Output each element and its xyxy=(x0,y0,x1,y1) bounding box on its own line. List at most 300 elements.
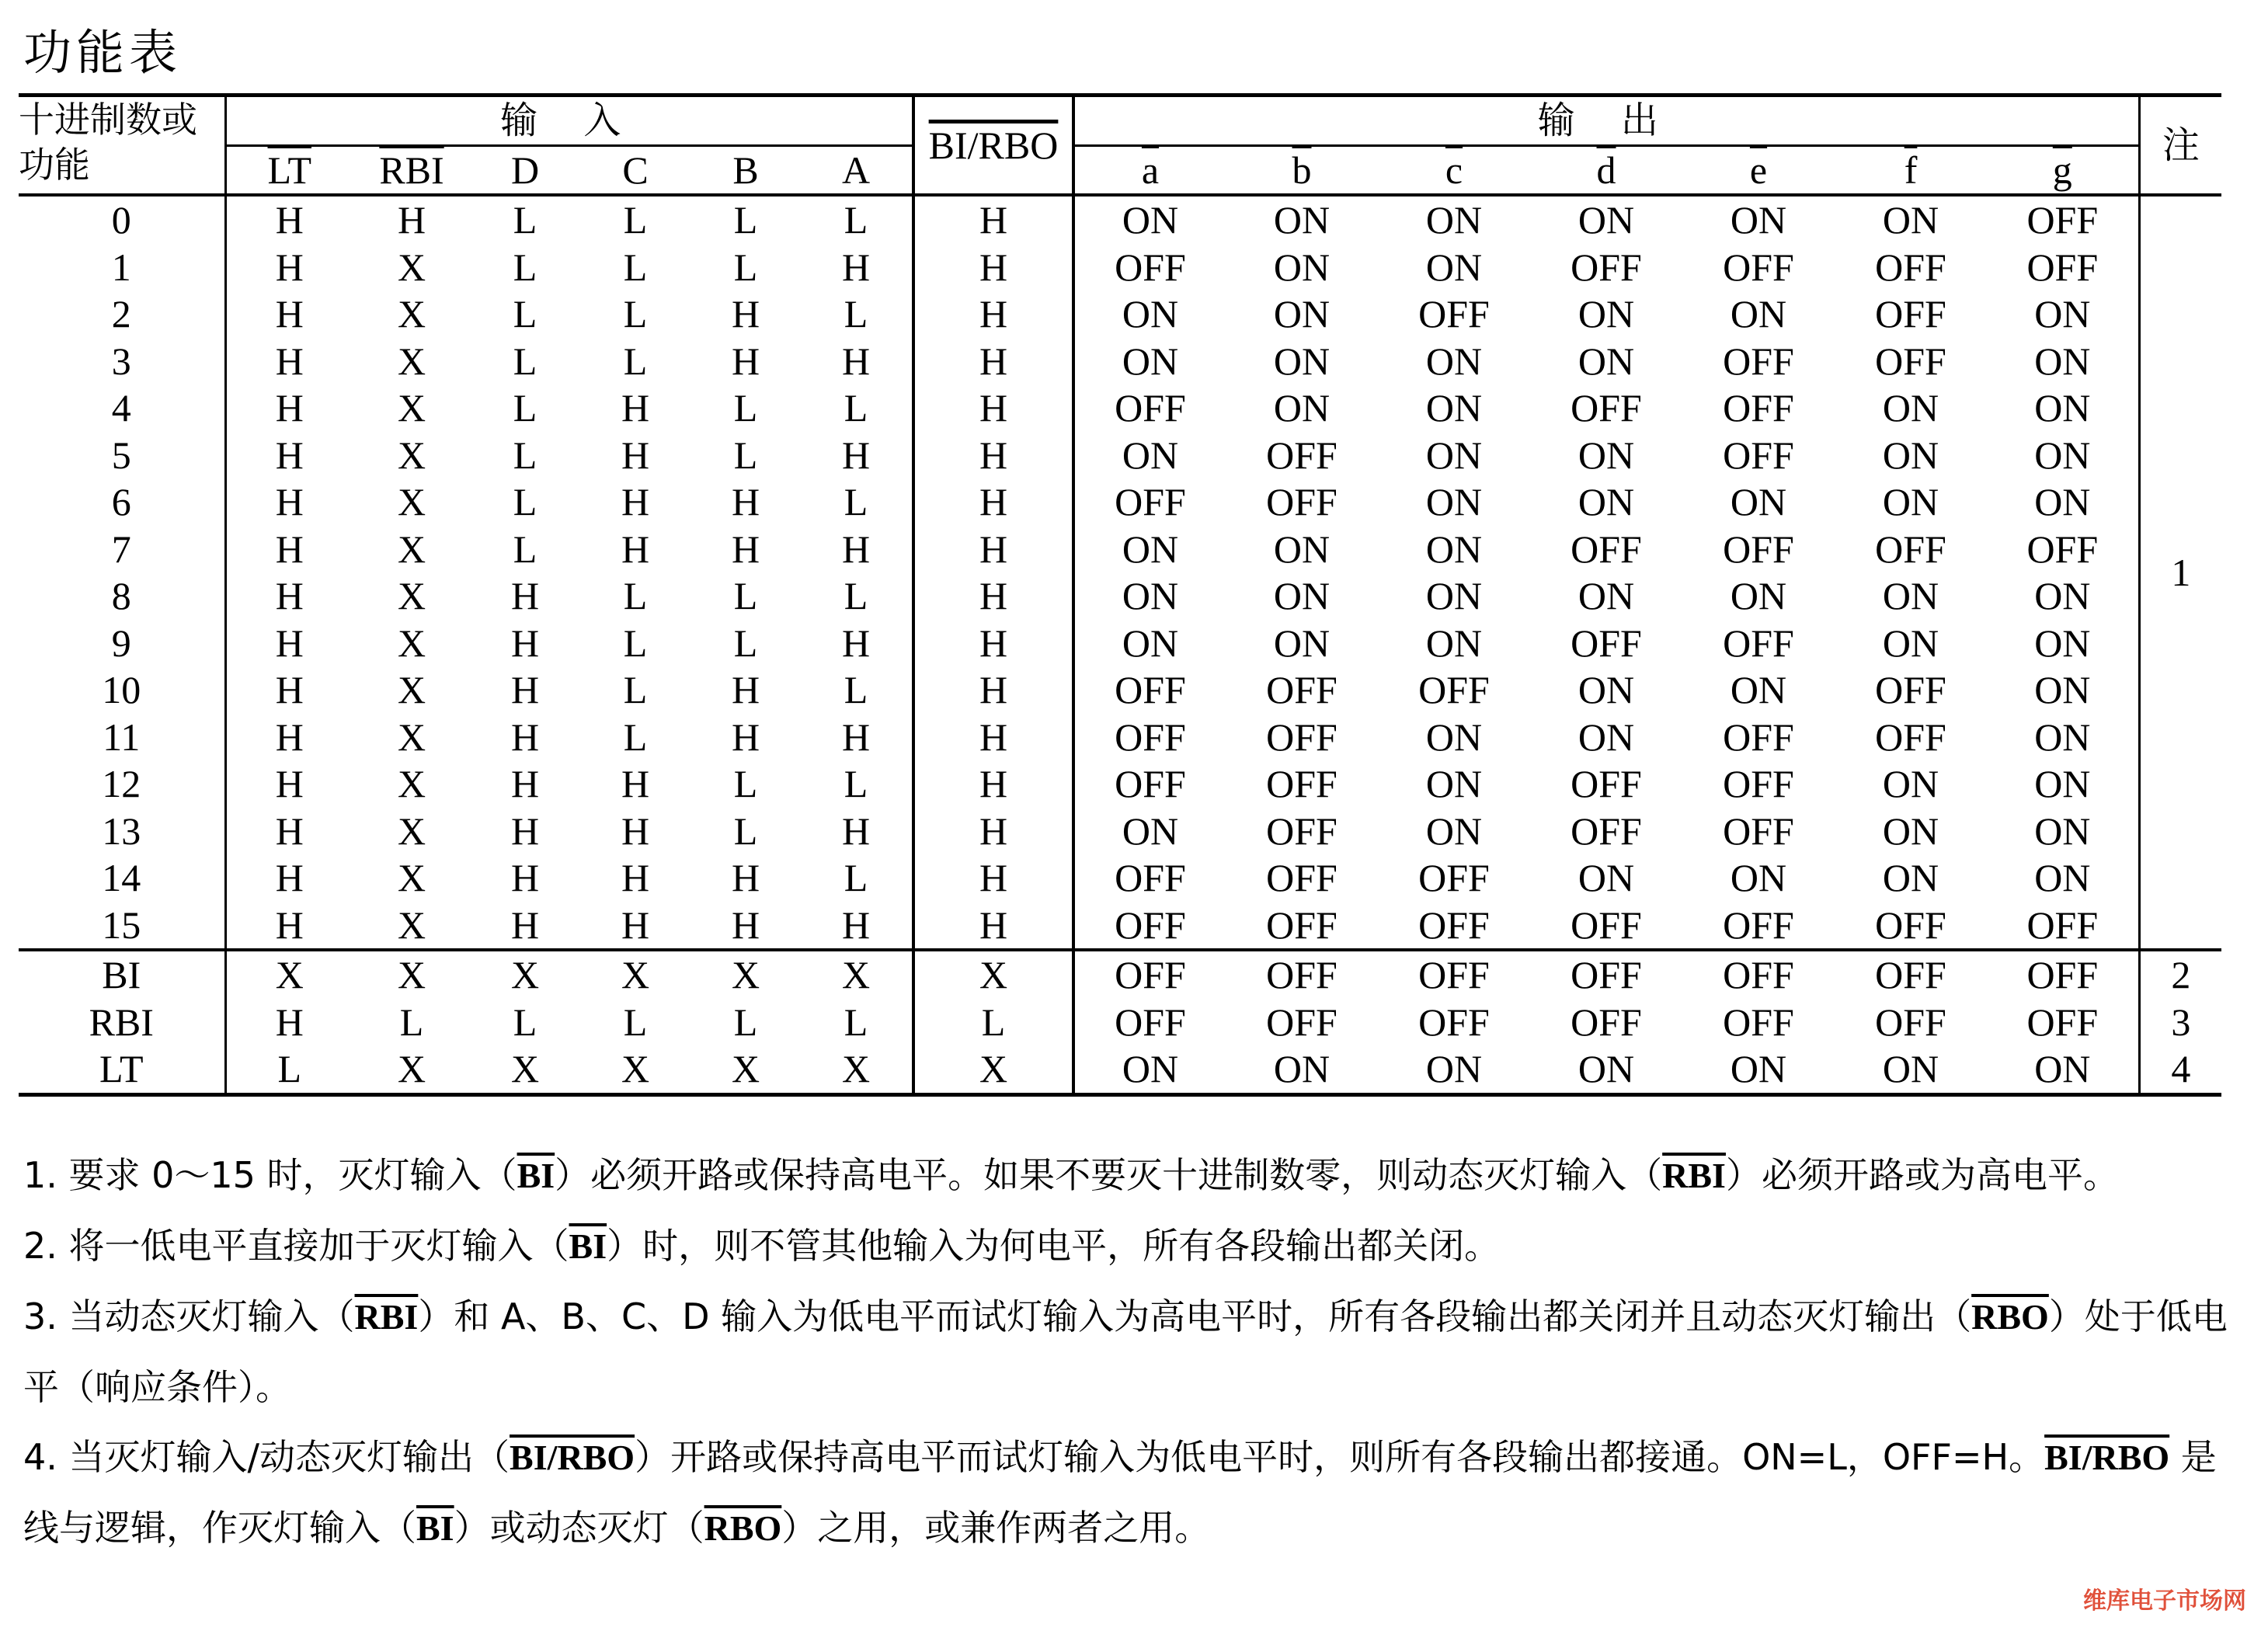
output-cell: OFF xyxy=(1266,856,1337,900)
input-cell: H xyxy=(225,526,353,573)
row-label: 15 xyxy=(102,902,141,947)
input-cell: L xyxy=(733,386,758,430)
input-cell: L xyxy=(623,621,648,665)
output-cell: OFF xyxy=(1571,1000,1642,1044)
output-cell: OFF xyxy=(1418,292,1490,336)
output-cell: OFF xyxy=(1571,386,1642,430)
input-cell: X xyxy=(397,574,426,618)
output-cell: OFF xyxy=(1875,527,1946,571)
input-cell: L xyxy=(844,668,868,712)
input-cell: H xyxy=(225,195,353,244)
output-cell: OFF xyxy=(1571,527,1642,571)
input-cell: H xyxy=(621,433,650,477)
input-cell: X xyxy=(397,527,426,571)
output-cell: ON xyxy=(1425,762,1483,806)
input-cell: L xyxy=(733,621,758,665)
output-cell: OFF xyxy=(1682,950,1835,999)
input-cell: L xyxy=(844,1000,868,1044)
note-2: 2. 将一低电平直接加于灭灯输入$(\overline{BI})$时，则不管其他输入为何电平，所有各段输出都关闭。 xyxy=(23,1225,1501,1267)
output-cell: ON xyxy=(2034,386,2091,430)
row-label: 5 xyxy=(111,433,131,477)
input-cell: X xyxy=(397,762,426,806)
output-cell: ON xyxy=(1073,432,1226,479)
bi-rbo-cell: X xyxy=(913,1045,1073,1094)
outputs-header: 输 出 xyxy=(1073,96,2139,146)
input-cell: H xyxy=(225,338,353,385)
output-cell: ON xyxy=(1273,574,1331,618)
output-cell: OFF xyxy=(1418,856,1490,900)
input-cell: X xyxy=(353,950,471,999)
output-cell: ON xyxy=(1273,245,1331,289)
input-cell: L xyxy=(844,198,868,242)
function-table xyxy=(19,93,2221,1097)
table-row xyxy=(19,902,2221,951)
output-cell: ON xyxy=(2034,1047,2091,1091)
table-row xyxy=(19,384,2221,432)
input-cell: H xyxy=(731,339,760,383)
input-col-d: D xyxy=(510,148,540,192)
note-4: 4. 当灭灯输入/动态灭灯输出（BI/RBO）开路或保持高电平而试灯输入为低电平时，则所有各段输出都接通。ON=L，OFF=H。BI/RBO 是线与逻辑，作灭灯输入$(\overline{BI})$或动态灭灯$(\overline{RBO})$之用，或兼作两者之用。 xyxy=(23,1436,2217,1549)
bi-rbo-cell: H xyxy=(913,902,1073,951)
input-cell: H xyxy=(225,384,353,432)
decimal-function-header: 十进制数或功能 xyxy=(19,96,225,196)
input-cell: L xyxy=(844,856,868,900)
input-cell: L xyxy=(623,245,648,289)
input-cell: X xyxy=(841,1047,871,1091)
output-cell: OFF xyxy=(1875,902,1946,947)
bi-rbo-cell: H xyxy=(913,666,1073,714)
output-cell: OFF xyxy=(1266,1000,1337,1044)
output-cell: OFF xyxy=(1266,809,1337,853)
input-cell: L xyxy=(733,762,758,806)
output-cell: ON xyxy=(1273,292,1331,336)
input-cell: X xyxy=(397,668,426,712)
input-cell: L xyxy=(844,292,868,336)
input-cell: H xyxy=(731,527,760,571)
output-cell: ON xyxy=(1425,1047,1483,1091)
footnotes xyxy=(23,1140,2237,1563)
output-cell: OFF xyxy=(1418,902,1490,947)
bi-rbo-cell: H xyxy=(913,195,1073,244)
input-cell: L xyxy=(844,574,868,618)
output-cell: ON xyxy=(1578,433,1635,477)
input-cell: H xyxy=(225,854,353,902)
input-cell: L xyxy=(513,198,537,242)
output-col-c: $\overline{c}$ xyxy=(1445,148,1463,192)
output-cell: OFF xyxy=(1723,433,1794,477)
output-cell: ON xyxy=(1578,1047,1635,1091)
bi-rbo-cell: H xyxy=(913,432,1073,479)
output-cell: ON xyxy=(1882,809,1939,853)
table-row xyxy=(19,338,2221,385)
output-cell: OFF xyxy=(1073,950,1226,999)
bi-rbo-cell: H xyxy=(913,572,1073,620)
output-cell: ON xyxy=(2034,668,2091,712)
output-cell: OFF xyxy=(1875,292,1946,336)
output-cell: ON xyxy=(1425,433,1483,477)
output-cell: ON xyxy=(1425,715,1483,759)
input-cell: H xyxy=(510,809,540,853)
output-cell: OFF xyxy=(1073,478,1226,526)
note-1: 1. 要求 0～15 时，灭灯输入$(\overline{BI})$必须开路或保持高电平。如果不要灭十进制数零，则动态灭灯输入$(\overline{RBI})$必须开路或为高电平。 xyxy=(23,1154,2119,1196)
watermark-logo: 维库电子市场网 xyxy=(2083,1588,2246,1615)
output-cell: OFF xyxy=(2026,902,2099,947)
input-cell: L xyxy=(513,527,537,571)
output-cell: ON xyxy=(1730,198,1787,242)
output-cell: ON xyxy=(1730,856,1787,900)
input-cell: H xyxy=(225,902,353,951)
output-cell: OFF xyxy=(1418,1000,1490,1044)
input-cell: H xyxy=(731,292,760,336)
output-cell: OFF xyxy=(1073,902,1226,951)
output-cell: ON xyxy=(1578,668,1635,712)
output-cell: OFF xyxy=(1571,621,1642,665)
output-cell: ON xyxy=(1882,386,1939,430)
table-row xyxy=(19,195,2221,244)
output-cell: OFF xyxy=(1073,714,1226,761)
table-row xyxy=(19,572,2221,620)
output-cell: ON xyxy=(1273,339,1331,383)
output-cell: ON xyxy=(1073,526,1226,573)
table-row xyxy=(19,808,2221,855)
input-cell: L xyxy=(733,198,758,242)
bi-rbo-cell: H xyxy=(913,854,1073,902)
input-cell: X xyxy=(397,715,426,759)
input-cell: H xyxy=(841,715,871,759)
input-cell: L xyxy=(225,1045,353,1094)
input-cell: H xyxy=(841,339,871,383)
input-col-c: C xyxy=(622,148,649,192)
output-cell: ON xyxy=(1882,198,1939,242)
row-label: 2 xyxy=(111,292,131,336)
output-cell: OFF xyxy=(1266,902,1337,947)
row-label: 13 xyxy=(102,809,141,853)
output-cell: ON xyxy=(1073,195,1226,244)
input-cell: X xyxy=(579,950,691,999)
table-row xyxy=(19,999,2221,1046)
output-cell: OFF xyxy=(1530,950,1682,999)
output-cell: OFF xyxy=(1723,386,1794,430)
input-cell: H xyxy=(510,902,540,947)
input-cell: L xyxy=(733,809,758,853)
output-cell: OFF xyxy=(2026,527,2099,571)
input-cell: H xyxy=(621,480,650,524)
row-label: 12 xyxy=(102,762,141,806)
table-row xyxy=(19,432,2221,479)
input-cell: H xyxy=(841,902,871,947)
output-cell: OFF xyxy=(1723,902,1794,947)
output-cell: ON xyxy=(1425,574,1483,618)
input-cell: X xyxy=(397,292,426,336)
note-ref: 2 xyxy=(2139,950,2221,999)
bi-rbo-cell: H xyxy=(913,290,1073,338)
output-cell: ON xyxy=(1730,574,1787,618)
input-cell: H xyxy=(225,714,353,761)
input-cell: H xyxy=(225,572,353,620)
output-cell: OFF xyxy=(1723,762,1794,806)
note-ref: 4 xyxy=(2139,1045,2221,1094)
output-cell: ON xyxy=(1578,339,1635,383)
input-cell: X xyxy=(397,433,426,477)
output-cell: ON xyxy=(1882,574,1939,618)
output-cell: ON xyxy=(1882,433,1939,477)
output-cell: ON xyxy=(1882,1047,1939,1091)
output-cell: ON xyxy=(2034,339,2091,383)
output-col-a: $\overline{a}$ xyxy=(1141,148,1160,192)
output-cell: OFF xyxy=(1875,339,1946,383)
output-cell: OFF xyxy=(1723,527,1794,571)
bi-rbo-header: BI/RBO xyxy=(928,123,1059,167)
input-cell: L xyxy=(623,668,648,712)
output-col-d: $\overline{d}$ xyxy=(1596,148,1616,192)
table-row xyxy=(19,666,2221,714)
row-label: RBI xyxy=(89,1000,154,1044)
input-cell: X xyxy=(397,856,426,900)
output-cell: OFF xyxy=(1266,668,1337,712)
input-cell: L xyxy=(733,433,758,477)
input-col-a: A xyxy=(841,148,871,192)
output-cell: ON xyxy=(1073,1045,1226,1094)
row-label: 11 xyxy=(103,715,141,759)
output-cell: OFF xyxy=(2026,245,2099,289)
input-cell: L xyxy=(513,339,537,383)
input-cell: L xyxy=(623,715,648,759)
input-cell: L xyxy=(844,480,868,524)
table-row xyxy=(19,854,2221,902)
output-cell: OFF xyxy=(1571,762,1642,806)
output-cell: ON xyxy=(1730,1047,1787,1091)
output-cell: ON xyxy=(1425,245,1483,289)
input-cell: X xyxy=(397,902,426,947)
input-cell: H xyxy=(731,668,760,712)
row-label: 14 xyxy=(102,856,141,900)
output-cell: ON xyxy=(1073,572,1226,620)
output-cell: ON xyxy=(1578,480,1635,524)
output-cell: OFF xyxy=(1418,668,1490,712)
input-cell: H xyxy=(225,666,353,714)
output-cell: ON xyxy=(1273,527,1331,571)
bi-rbo-cell: H xyxy=(913,760,1073,808)
bi-rbo-cell: H xyxy=(913,714,1073,761)
bi-rbo-cell: H xyxy=(913,620,1073,667)
input-cell: X xyxy=(471,950,579,999)
output-cell: ON xyxy=(1578,292,1635,336)
row-label: 8 xyxy=(111,574,131,618)
bi-rbo-cell: H xyxy=(913,526,1073,573)
row-label: 0 xyxy=(111,198,131,242)
output-cell: OFF xyxy=(1875,715,1946,759)
output-cell: ON xyxy=(1073,338,1226,385)
output-cell: ON xyxy=(2034,621,2091,665)
input-cell: H xyxy=(510,668,540,712)
output-cell: OFF xyxy=(1073,999,1226,1046)
input-cell: L xyxy=(623,292,648,336)
input-cell: L xyxy=(513,292,537,336)
input-cell: L xyxy=(513,245,537,289)
input-cell: L xyxy=(733,245,758,289)
output-cell: ON xyxy=(1425,480,1483,524)
output-cell: ON xyxy=(1425,339,1483,383)
output-cell: ON xyxy=(1273,386,1331,430)
table-row xyxy=(19,714,2221,761)
row-label: 10 xyxy=(102,668,141,712)
output-cell: OFF xyxy=(1378,950,1530,999)
output-cell: OFF xyxy=(2026,1000,2099,1044)
input-cell: X xyxy=(397,1047,426,1091)
output-cell: OFF xyxy=(1875,1000,1946,1044)
output-cell: OFF xyxy=(1835,950,1987,999)
table-row xyxy=(19,620,2221,667)
input-cell: H xyxy=(841,245,871,289)
output-cell: OFF xyxy=(1875,245,1946,289)
output-cell: ON xyxy=(1578,856,1635,900)
output-cell: OFF xyxy=(2026,198,2099,242)
output-cell: ON xyxy=(1882,480,1939,524)
output-cell: OFF xyxy=(1723,339,1794,383)
output-cell: OFF xyxy=(1571,245,1642,289)
input-cell: H xyxy=(841,809,871,853)
input-cell: H xyxy=(510,574,540,618)
input-cell: H xyxy=(225,760,353,808)
output-cell: ON xyxy=(1273,621,1331,665)
output-cell: OFF xyxy=(1073,854,1226,902)
output-cell: OFF xyxy=(1073,666,1226,714)
input-cell: L xyxy=(623,1000,648,1044)
row-label: 3 xyxy=(111,339,131,383)
output-cell: ON xyxy=(1073,290,1226,338)
output-col-g: $\overline{g}$ xyxy=(2052,148,2072,192)
table-row xyxy=(19,950,2221,999)
output-cell: ON xyxy=(1425,527,1483,571)
output-cell: ON xyxy=(1730,668,1787,712)
output-col-b: $\overline{b}$ xyxy=(1292,148,1312,192)
note-3: 3. 当动态灭灯输入$(\overline{RBI})$和 A、B、C、D 输入为低电平而试灯输入为高电平时，所有各段输出都关闭并且动态灭灯输出$(\overline{RBO})$处于低电平（响应条件）。 xyxy=(23,1295,2228,1408)
output-cell: ON xyxy=(1730,292,1787,336)
output-cell: OFF xyxy=(1987,950,2139,999)
input-cell: X xyxy=(691,950,800,999)
input-cell: H xyxy=(510,856,540,900)
note-ref: 3 xyxy=(2139,999,2221,1046)
input-cell: X xyxy=(225,950,353,999)
output-cell: OFF xyxy=(1875,668,1946,712)
input-cell: H xyxy=(841,527,871,571)
bi-rbo-cell: H xyxy=(913,384,1073,432)
input-cell: H xyxy=(841,621,871,665)
input-cell: H xyxy=(621,527,650,571)
input-cell: H xyxy=(621,762,650,806)
output-cell: ON xyxy=(2034,715,2091,759)
output-cell: ON xyxy=(1882,856,1939,900)
output-cell: ON xyxy=(2034,480,2091,524)
output-cell: ON xyxy=(1425,386,1483,430)
input-cell: H xyxy=(225,432,353,479)
input-cell: H xyxy=(621,809,650,853)
input-cell: L xyxy=(844,386,868,430)
table-row xyxy=(19,290,2221,338)
output-cell: OFF xyxy=(1226,950,1378,999)
input-cell: H xyxy=(621,386,650,430)
input-cell: H xyxy=(225,620,353,667)
output-cell: ON xyxy=(1578,715,1635,759)
output-cell: ON xyxy=(1425,621,1483,665)
table-row xyxy=(19,1045,2221,1094)
input-cell: X xyxy=(397,339,426,383)
input-cell: H xyxy=(225,244,353,291)
input-cell: L xyxy=(844,762,868,806)
bi-rbo-cell: H xyxy=(913,338,1073,385)
input-col-lt: $\overline{LT}$ xyxy=(267,148,311,192)
output-cell: ON xyxy=(2034,809,2091,853)
input-col-rbi: $\overline{RBI}$ xyxy=(379,148,444,192)
output-cell: ON xyxy=(1730,480,1787,524)
row-label: 9 xyxy=(111,621,131,665)
note-header: 注 xyxy=(2139,96,2221,196)
row-label: BI xyxy=(19,950,225,999)
output-col-e: $\overline{e}$ xyxy=(1749,148,1768,192)
output-cell: ON xyxy=(1425,198,1483,242)
input-cell: X xyxy=(397,480,426,524)
input-cell: H xyxy=(621,856,650,900)
input-cell: X xyxy=(731,1047,760,1091)
input-cell: X xyxy=(397,245,426,289)
input-cell: H xyxy=(510,621,540,665)
input-cell: H xyxy=(731,480,760,524)
output-cell: OFF xyxy=(1723,621,1794,665)
output-cell: OFF xyxy=(1266,715,1337,759)
output-cell: OFF xyxy=(1073,384,1226,432)
output-cell: ON xyxy=(2034,292,2091,336)
output-cell: OFF xyxy=(1073,244,1226,291)
input-cell: H xyxy=(510,715,540,759)
output-cell: OFF xyxy=(1571,809,1642,853)
input-cell: H xyxy=(731,902,760,947)
table-row xyxy=(19,244,2221,291)
input-cell: X xyxy=(800,950,913,999)
input-cell: X xyxy=(397,386,426,430)
input-cell: L xyxy=(513,1000,537,1044)
input-cell: H xyxy=(731,715,760,759)
output-cell: OFF xyxy=(1723,809,1794,853)
input-cell: H xyxy=(621,902,650,947)
inputs-header: 输 入 xyxy=(225,96,913,146)
table-row xyxy=(19,478,2221,526)
input-cell: X xyxy=(397,621,426,665)
output-cell: ON xyxy=(2034,762,2091,806)
row-label: 7 xyxy=(111,527,131,571)
output-cell: ON xyxy=(1882,621,1939,665)
input-cell: H xyxy=(731,856,760,900)
output-cell: ON xyxy=(1273,1047,1331,1091)
output-cell: OFF xyxy=(1073,760,1226,808)
input-cell: X xyxy=(510,1047,540,1091)
input-col-b: B xyxy=(732,148,759,192)
input-cell: L xyxy=(623,339,648,383)
table-row xyxy=(19,760,2221,808)
input-cell: L xyxy=(513,433,537,477)
row-label: 6 xyxy=(111,480,131,524)
row-label: 1 xyxy=(111,245,131,289)
input-cell: H xyxy=(225,478,353,526)
output-cell: ON xyxy=(1073,808,1226,855)
input-cell: L xyxy=(513,480,537,524)
output-cell: ON xyxy=(1882,762,1939,806)
output-cell: ON xyxy=(2034,856,2091,900)
input-cell: L xyxy=(623,574,648,618)
output-cell: OFF xyxy=(1266,433,1337,477)
output-cell: ON xyxy=(1425,809,1483,853)
bi-rbo-cell: L xyxy=(913,999,1073,1046)
row-label: LT xyxy=(99,1047,144,1091)
